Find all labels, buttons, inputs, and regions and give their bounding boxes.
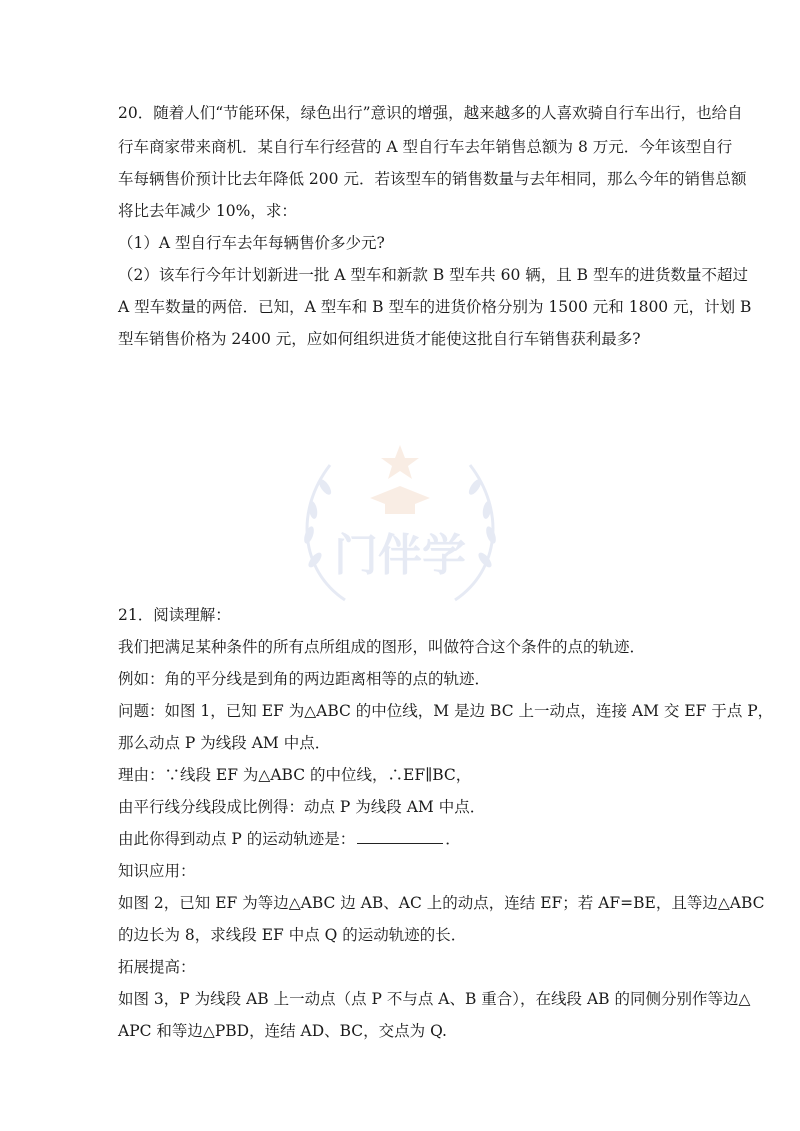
- q21-section-label: 知识应用：: [118, 862, 196, 880]
- q21-text-line: 理由：∵线段 EF 为△ABC 的中位线，∴EF∥BC，: [118, 766, 472, 784]
- watermark-logo: [275, 430, 525, 630]
- q21-text-line: 那么动点 P 为线段 AM 中点．: [118, 734, 331, 752]
- q20-text-line: 20．随着人们“节能环保，绿色出行”意识的增强，越来越多的人喜欢骑自行车出行，也给自: [118, 104, 743, 122]
- q20-text-line: 行车商家带来商机．某自行车行经营的 A 型自行车去年销售总额为 8 万元．今年该型自行: [118, 138, 733, 156]
- q21-section-label: 拓展提高：: [118, 958, 196, 976]
- q20-part-1: （1）A 型自行车去年每辆售价多少元?: [118, 234, 385, 252]
- q20-text-line: 车每辆售价预计比去年降低 200 元．若该型车的销售数量与去年相同，那么今年的销售总额: [118, 170, 747, 188]
- q21-text-line: 由平行线分线段成比例得：动点 P 为线段 AM 中点．: [118, 798, 486, 816]
- q21-heading: 21．阅读理解：: [118, 606, 231, 624]
- q21-text-line: 如图 3，P 为线段 AB 上一动点（点 P 不与点 A、B 重合），在线段 AB 的同侧分别作等边△: [118, 990, 751, 1008]
- q21-text-line: 我们把满足某种条件的所有点所组成的图形，叫做符合这个条件的点的轨迹．: [118, 638, 646, 656]
- q21-text-line: 例如：角的平分线是到角的两边距离相等的点的轨迹．: [118, 670, 491, 688]
- q21-fill-in-end: ．: [445, 830, 461, 848]
- q20-part-2-line: 型车销售价格为 2400 元，应如何组织进货才能使这批自行车销售获利最多?: [118, 330, 641, 348]
- answer-blank: [357, 829, 443, 844]
- q21-text-line: APC 和等边△PBD，连结 AD、BC，交点为 Q.: [118, 1022, 447, 1040]
- watermark-text: 门伴学: [334, 530, 466, 581]
- q21-text-line: 问题：如图 1，已知 EF 为△ABC 的中位线，M 是边 BC 上一动点，连接 AM 交 EF 于点 P，: [118, 702, 774, 720]
- q20-part-2-line: A 型车数量的两倍．已知，A 型车和 B 型车的进货价格分别为 1500 元和 1800 元，计划 B: [118, 298, 752, 316]
- q21-text-line: 的边长为 8，求线段 EF 中点 Q 的运动轨迹的长．: [118, 926, 467, 944]
- q21-fill-in-line: [118, 828, 698, 850]
- q21-fill-in-prompt: 由此你得到动点 P 的运动轨迹是：: [118, 830, 356, 848]
- q20-text-line: 将比去年减少 10%，求：: [118, 202, 297, 220]
- q21-text-line: 如图 2，已知 EF 为等边△ABC 边 AB、AC 上的动点，连结 EF；若 AF=BE，且等边△ABC: [118, 894, 765, 912]
- q20-part-2-line: （2）该车行今年计划新进一批 A 型车和新款 B 型车共 60 辆，且 B 型车的进货数量不超过: [118, 266, 748, 284]
